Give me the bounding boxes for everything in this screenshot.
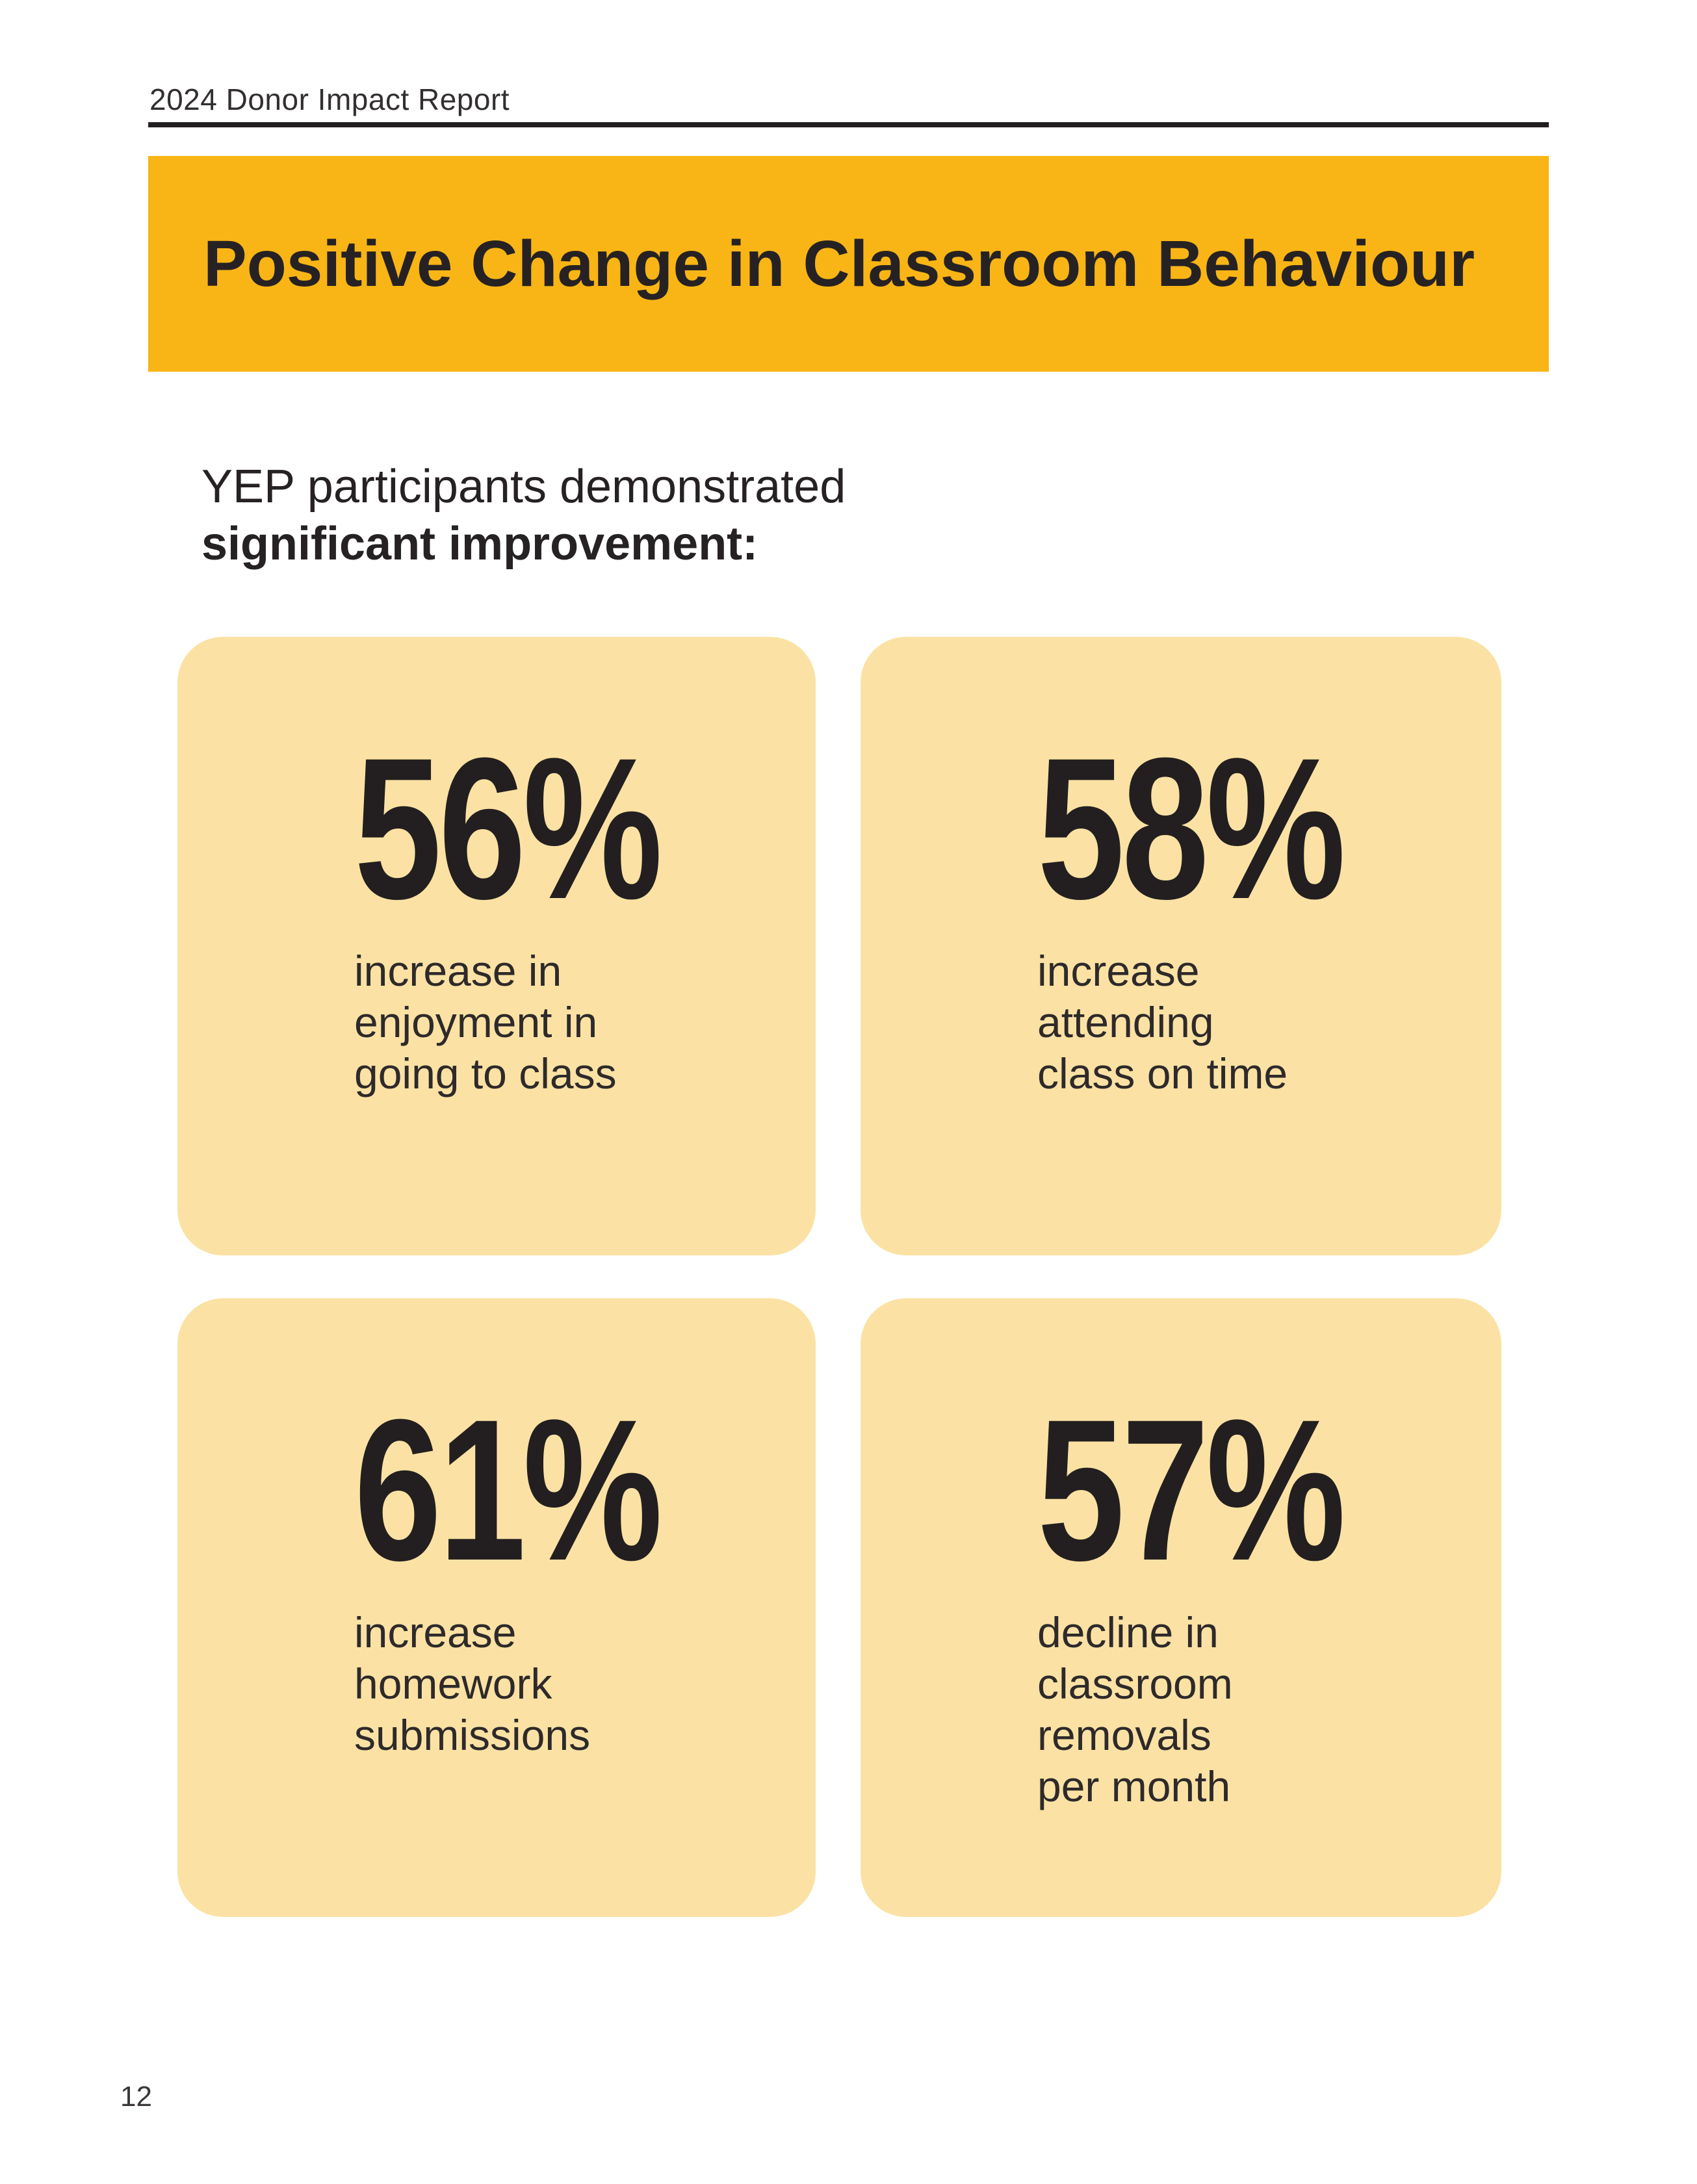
header-divider-rule xyxy=(148,122,1549,127)
stat-value: 58% xyxy=(1037,715,1343,941)
stat-caption xyxy=(1037,1607,1462,1812)
stat-caption-line: decline in xyxy=(1037,1608,1219,1656)
stat-value: 56% xyxy=(354,715,660,941)
intro-line-1: YEP participants demonstrated xyxy=(201,461,846,513)
intro-text xyxy=(201,458,846,572)
stat-caption-line: removals xyxy=(1037,1711,1211,1759)
stat-caption-line: homework xyxy=(354,1660,552,1708)
stat-caption-line: increase in xyxy=(354,947,562,995)
page-number: 12 xyxy=(120,2081,152,2113)
stat-caption-line: going to class xyxy=(354,1049,617,1098)
stat-caption xyxy=(354,945,777,1099)
stat-caption-line: attending xyxy=(1037,998,1214,1046)
stat-caption-line: classroom xyxy=(1037,1660,1233,1708)
stat-caption-line: enjoyment in xyxy=(354,998,598,1046)
title-banner xyxy=(148,156,1549,372)
stat-card-homework xyxy=(177,1298,816,1917)
stat-caption-line: increase xyxy=(1037,947,1200,995)
stat-value: 61% xyxy=(354,1377,660,1602)
stat-value: 57% xyxy=(1037,1377,1343,1602)
stat-card-attendance xyxy=(861,637,1501,1255)
report-header-label: 2024 Donor Impact Report xyxy=(149,83,510,116)
stat-card-removals xyxy=(861,1298,1501,1917)
stat-card-enjoyment xyxy=(177,637,816,1255)
stat-caption-line: per month xyxy=(1037,1762,1231,1810)
stat-caption-line: submissions xyxy=(354,1711,591,1759)
stat-caption-line: increase xyxy=(354,1608,517,1656)
intro-line-2: significant improvement: xyxy=(201,518,758,570)
stat-caption xyxy=(1037,945,1462,1099)
page-title: Positive Change in Classroom Behaviour xyxy=(203,227,1475,300)
stat-caption xyxy=(354,1607,777,1761)
stat-caption-line: class on time xyxy=(1037,1049,1288,1098)
